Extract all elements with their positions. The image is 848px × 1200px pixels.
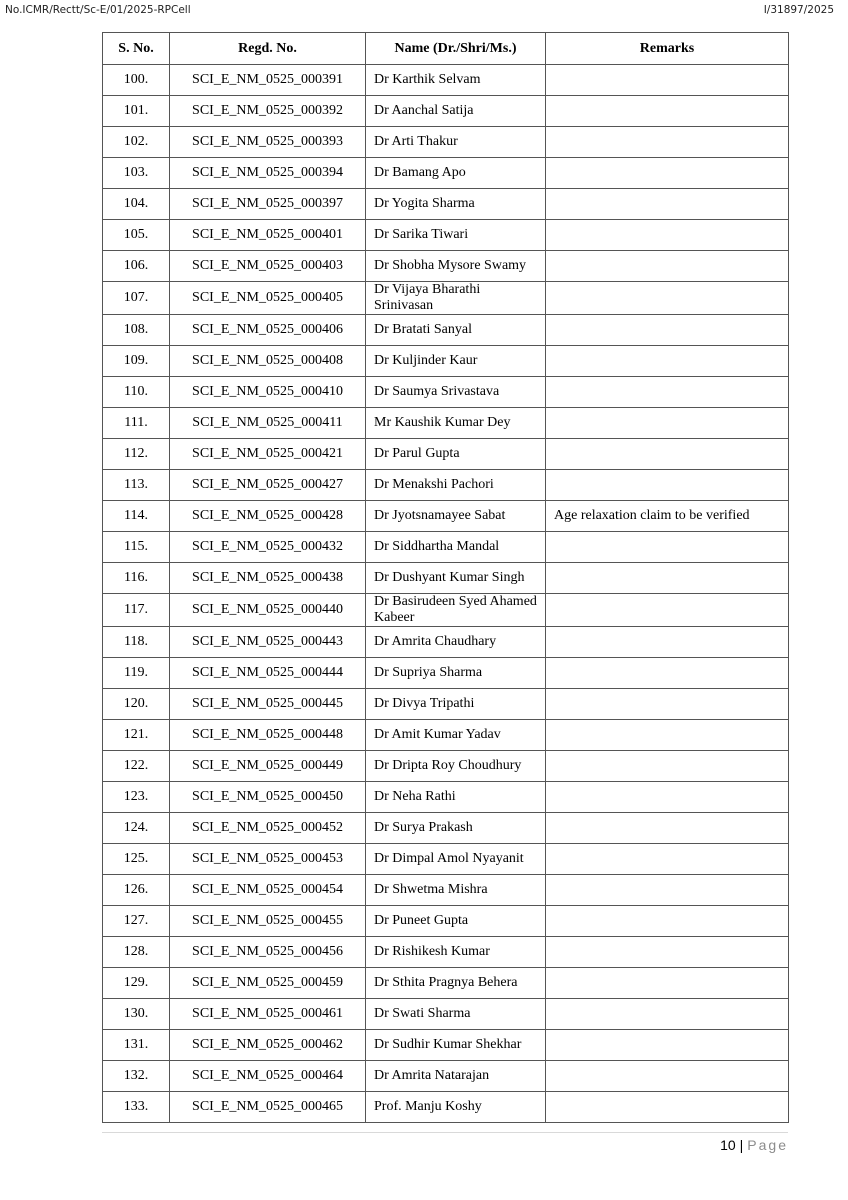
cell-regd-no: SCI_E_NM_0525_000453 xyxy=(170,844,366,875)
table-row xyxy=(103,315,789,346)
cell-remarks xyxy=(546,1092,789,1123)
cell-remarks xyxy=(546,251,789,282)
cell-name: Mr Kaushik Kumar Dey xyxy=(366,408,546,439)
cell-name: Dr Neha Rathi xyxy=(366,782,546,813)
cell-name: Dr Puneet Gupta xyxy=(366,906,546,937)
table-row xyxy=(103,813,789,844)
cell-name: Dr Arti Thakur xyxy=(366,127,546,158)
cell-regd-no: SCI_E_NM_0525_000465 xyxy=(170,1092,366,1123)
cell-name: Dr Dripta Roy Choudhury xyxy=(366,751,546,782)
table-row xyxy=(103,532,789,563)
cell-name: Dr Shobha Mysore Swamy xyxy=(366,251,546,282)
table-row xyxy=(103,906,789,937)
cell-name: Dr Sarika Tiwari xyxy=(366,220,546,251)
cell-sno: 111. xyxy=(103,408,170,439)
cell-regd-no: SCI_E_NM_0525_000440 xyxy=(170,594,366,627)
cell-remarks xyxy=(546,315,789,346)
cell-regd-no: SCI_E_NM_0525_000445 xyxy=(170,689,366,720)
table-header-row xyxy=(103,33,789,65)
column-header-name: Name (Dr./Shri/Ms.) xyxy=(366,33,546,65)
table-row xyxy=(103,439,789,470)
table-row xyxy=(103,689,789,720)
cell-regd-no: SCI_E_NM_0525_000397 xyxy=(170,189,366,220)
cell-sno: 100. xyxy=(103,65,170,96)
table-row xyxy=(103,751,789,782)
column-header-remarks: Remarks xyxy=(546,33,789,65)
cell-remarks xyxy=(546,1030,789,1061)
table-row xyxy=(103,563,789,594)
cell-regd-no: SCI_E_NM_0525_000459 xyxy=(170,968,366,999)
cell-sno: 110. xyxy=(103,377,170,408)
cell-remarks xyxy=(546,658,789,689)
cell-remarks xyxy=(546,875,789,906)
cell-remarks xyxy=(546,813,789,844)
table-row xyxy=(103,127,789,158)
cell-name: Prof. Manju Koshy xyxy=(366,1092,546,1123)
cell-name: Dr Amrita Natarajan xyxy=(366,1061,546,1092)
cell-remarks xyxy=(546,439,789,470)
cell-regd-no: SCI_E_NM_0525_000444 xyxy=(170,658,366,689)
cell-regd-no: SCI_E_NM_0525_000450 xyxy=(170,782,366,813)
table-row xyxy=(103,251,789,282)
table-row xyxy=(103,658,789,689)
cell-sno: 117. xyxy=(103,594,170,627)
table-row xyxy=(103,875,789,906)
cell-name: Dr Swati Sharma xyxy=(366,999,546,1030)
cell-name: Dr Shwetma Mishra xyxy=(366,875,546,906)
cell-sno: 126. xyxy=(103,875,170,906)
table-row xyxy=(103,1092,789,1123)
cell-remarks xyxy=(546,532,789,563)
cell-regd-no: SCI_E_NM_0525_000421 xyxy=(170,439,366,470)
reference-number: No.ICMR/Rectt/Sc-E/01/2025-RPCell xyxy=(5,4,191,16)
cell-remarks xyxy=(546,1061,789,1092)
table-body xyxy=(103,65,789,1123)
cell-sno: 113. xyxy=(103,470,170,501)
cell-sno: 109. xyxy=(103,346,170,377)
cell-regd-no: SCI_E_NM_0525_000410 xyxy=(170,377,366,408)
cell-regd-no: SCI_E_NM_0525_000456 xyxy=(170,937,366,968)
table-row xyxy=(103,282,789,315)
cell-regd-no: SCI_E_NM_0525_000393 xyxy=(170,127,366,158)
cell-sno: 124. xyxy=(103,813,170,844)
cell-regd-no: SCI_E_NM_0525_000401 xyxy=(170,220,366,251)
table-row xyxy=(103,968,789,999)
cell-regd-no: SCI_E_NM_0525_000432 xyxy=(170,532,366,563)
cell-name: Dr Menakshi Pachori xyxy=(366,470,546,501)
table-row xyxy=(103,377,789,408)
column-header-sno: S. No. xyxy=(103,33,170,65)
table-row xyxy=(103,346,789,377)
cell-regd-no: SCI_E_NM_0525_000392 xyxy=(170,96,366,127)
cell-remarks: Age relaxation claim to be verified xyxy=(546,501,789,532)
cell-name: Dr Dimpal Amol Nyayanit xyxy=(366,844,546,875)
cell-sno: 105. xyxy=(103,220,170,251)
cell-regd-no: SCI_E_NM_0525_000454 xyxy=(170,875,366,906)
cell-regd-no: SCI_E_NM_0525_000403 xyxy=(170,251,366,282)
cell-regd-no: SCI_E_NM_0525_000394 xyxy=(170,158,366,189)
table-row xyxy=(103,627,789,658)
cell-sno: 125. xyxy=(103,844,170,875)
document-id: I/31897/2025 xyxy=(763,4,834,16)
cell-remarks xyxy=(546,627,789,658)
cell-sno: 118. xyxy=(103,627,170,658)
cell-sno: 107. xyxy=(103,282,170,315)
cell-name: Dr Basirudeen Syed Ahamed Kabeer xyxy=(366,594,546,627)
cell-sno: 116. xyxy=(103,563,170,594)
cell-remarks xyxy=(546,906,789,937)
cell-sno: 112. xyxy=(103,439,170,470)
cell-regd-no: SCI_E_NM_0525_000406 xyxy=(170,315,366,346)
table-row xyxy=(103,470,789,501)
cell-regd-no: SCI_E_NM_0525_000428 xyxy=(170,501,366,532)
cell-remarks xyxy=(546,408,789,439)
table-row xyxy=(103,999,789,1030)
cell-sno: 101. xyxy=(103,96,170,127)
cell-name: Dr Bamang Apo xyxy=(366,158,546,189)
table-row xyxy=(103,1030,789,1061)
cell-sno: 123. xyxy=(103,782,170,813)
cell-regd-no: SCI_E_NM_0525_000391 xyxy=(170,65,366,96)
cell-remarks xyxy=(546,346,789,377)
cell-sno: 130. xyxy=(103,999,170,1030)
cell-sno: 120. xyxy=(103,689,170,720)
page-separator: | xyxy=(739,1137,744,1153)
page-footer xyxy=(720,1137,788,1153)
cell-sno: 102. xyxy=(103,127,170,158)
cell-regd-no: SCI_E_NM_0525_000461 xyxy=(170,999,366,1030)
cell-sno: 121. xyxy=(103,720,170,751)
table-row xyxy=(103,65,789,96)
footer-divider xyxy=(102,1132,788,1133)
table-row xyxy=(103,594,789,627)
cell-remarks xyxy=(546,968,789,999)
cell-name: Dr Amrita Chaudhary xyxy=(366,627,546,658)
cell-name: Dr Sudhir Kumar Shekhar xyxy=(366,1030,546,1061)
cell-regd-no: SCI_E_NM_0525_000462 xyxy=(170,1030,366,1061)
cell-name: Dr Sthita Pragnya Behera xyxy=(366,968,546,999)
page-label: Page xyxy=(747,1137,788,1153)
cell-remarks xyxy=(546,782,789,813)
candidate-table xyxy=(102,32,789,1123)
page-number: 10 xyxy=(720,1137,736,1153)
cell-name: Dr Siddhartha Mandal xyxy=(366,532,546,563)
cell-name: Dr Amit Kumar Yadav xyxy=(366,720,546,751)
cell-name: Dr Jyotsnamayee Sabat xyxy=(366,501,546,532)
cell-remarks xyxy=(546,65,789,96)
cell-regd-no: SCI_E_NM_0525_000464 xyxy=(170,1061,366,1092)
cell-remarks xyxy=(546,999,789,1030)
cell-sno: 108. xyxy=(103,315,170,346)
table-row xyxy=(103,501,789,532)
cell-sno: 129. xyxy=(103,968,170,999)
cell-sno: 104. xyxy=(103,189,170,220)
cell-remarks xyxy=(546,689,789,720)
cell-remarks xyxy=(546,470,789,501)
table-row xyxy=(103,158,789,189)
cell-name: Dr Rishikesh Kumar xyxy=(366,937,546,968)
column-header-regd-no: Regd. No. xyxy=(170,33,366,65)
cell-regd-no: SCI_E_NM_0525_000427 xyxy=(170,470,366,501)
cell-name: Dr Kuljinder Kaur xyxy=(366,346,546,377)
cell-name: Dr Aanchal Satija xyxy=(366,96,546,127)
cell-remarks xyxy=(546,594,789,627)
cell-remarks xyxy=(546,563,789,594)
cell-name: Dr Bratati Sanyal xyxy=(366,315,546,346)
cell-name: Dr Parul Gupta xyxy=(366,439,546,470)
cell-sno: 132. xyxy=(103,1061,170,1092)
cell-remarks xyxy=(546,751,789,782)
cell-remarks xyxy=(546,377,789,408)
cell-remarks xyxy=(546,189,789,220)
cell-name: Dr Divya Tripathi xyxy=(366,689,546,720)
cell-sno: 115. xyxy=(103,532,170,563)
cell-regd-no: SCI_E_NM_0525_000405 xyxy=(170,282,366,315)
table-row xyxy=(103,782,789,813)
table-row xyxy=(103,1061,789,1092)
cell-sno: 106. xyxy=(103,251,170,282)
cell-name: Dr Yogita Sharma xyxy=(366,189,546,220)
cell-name: Dr Saumya Srivastava xyxy=(366,377,546,408)
table-row xyxy=(103,844,789,875)
cell-regd-no: SCI_E_NM_0525_000449 xyxy=(170,751,366,782)
cell-sno: 133. xyxy=(103,1092,170,1123)
cell-name: Dr Dushyant Kumar Singh xyxy=(366,563,546,594)
cell-sno: 131. xyxy=(103,1030,170,1061)
cell-regd-no: SCI_E_NM_0525_000455 xyxy=(170,906,366,937)
table-row xyxy=(103,937,789,968)
table-row xyxy=(103,720,789,751)
cell-regd-no: SCI_E_NM_0525_000408 xyxy=(170,346,366,377)
cell-remarks xyxy=(546,96,789,127)
cell-sno: 103. xyxy=(103,158,170,189)
cell-remarks xyxy=(546,282,789,315)
table-row xyxy=(103,220,789,251)
cell-remarks xyxy=(546,937,789,968)
cell-regd-no: SCI_E_NM_0525_000452 xyxy=(170,813,366,844)
table-row xyxy=(103,189,789,220)
cell-name: Dr Vijaya Bharathi Srinivasan xyxy=(366,282,546,315)
cell-regd-no: SCI_E_NM_0525_000443 xyxy=(170,627,366,658)
cell-remarks xyxy=(546,127,789,158)
cell-regd-no: SCI_E_NM_0525_000411 xyxy=(170,408,366,439)
cell-sno: 127. xyxy=(103,906,170,937)
cell-sno: 122. xyxy=(103,751,170,782)
table-row xyxy=(103,96,789,127)
cell-name: Dr Surya Prakash xyxy=(366,813,546,844)
cell-name: Dr Supriya Sharma xyxy=(366,658,546,689)
cell-remarks xyxy=(546,844,789,875)
cell-sno: 128. xyxy=(103,937,170,968)
cell-remarks xyxy=(546,720,789,751)
cell-regd-no: SCI_E_NM_0525_000438 xyxy=(170,563,366,594)
cell-sno: 114. xyxy=(103,501,170,532)
cell-remarks xyxy=(546,220,789,251)
cell-sno: 119. xyxy=(103,658,170,689)
cell-regd-no: SCI_E_NM_0525_000448 xyxy=(170,720,366,751)
table-row xyxy=(103,408,789,439)
cell-remarks xyxy=(546,158,789,189)
cell-name: Dr Karthik Selvam xyxy=(366,65,546,96)
